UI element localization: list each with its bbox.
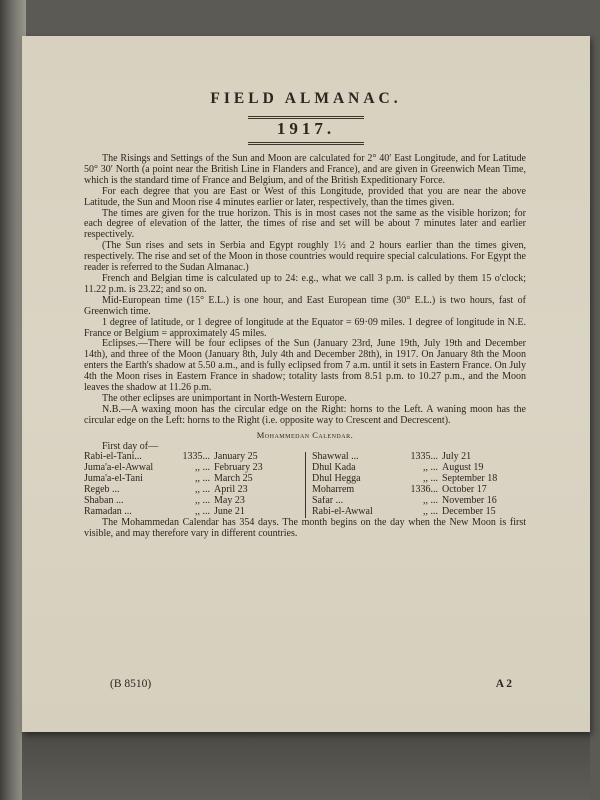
month-name: Regeb ... <box>84 485 120 496</box>
paragraph-degrees-miles: 1 degree of latitude, or 1 degree of longitude at the Equator = 69·09 miles. 1 degree of longitude in N.E. France or Belgium = approximately 45 miles. <box>84 316 526 339</box>
month-date: June 21 <box>214 506 245 517</box>
month-name: Rabi-el-Awwal <box>312 507 373 517</box>
paragraph-horizon: The times are given for the true horizon. This is in most cases not the same as the visible horizon; for each degree of elevation of the latter, the times of rise and set will be about 7 minutes later and earlier respectively. <box>84 207 526 241</box>
month-year: 1335... <box>410 451 438 463</box>
month-date: March 25 <box>214 473 253 485</box>
month-name: Shawwal ... <box>312 452 359 463</box>
month-name: Ramadan ... <box>84 507 132 517</box>
calendar-row <box>84 485 301 496</box>
month-name: Moharrem <box>312 485 355 496</box>
month-name: Safar ... <box>312 496 344 507</box>
month-year: ,, ... <box>195 495 210 507</box>
paragraph-serbia-egypt: (The Sun rises and sets in Serbia and Egypt roughly 1½ and 2 hours earlier than the times given, respectively. The rise and set of the Moon in those countries would require special calculations. For Egypt the reader is referred to the Sudan Almanac.) <box>84 240 526 274</box>
month-year: ,, ... <box>423 495 438 507</box>
month-year: ,, ... <box>423 473 438 485</box>
background-shadow <box>22 732 590 800</box>
month-year: ,, ... <box>195 484 210 496</box>
paragraph-eclipses: Eclipses.—There will be four eclipses of the Sun (January 23rd, June 19th, July 19th and December 14th), and three of the Moon (January 8th, July 4th and December 28th), in 1917. On January 8th the Moon enters the Earth's shadow at 5.50 a.m., and is fully eclipsed from 7 a.m. until it sets in Eastern France. On July 4th the Moon rises in Eastern France in shadow; totality lasts from 8.51 p.m. to 10.27 p.m., and the Moon leaves the shadow at 11.26 p.m. <box>84 338 526 394</box>
month-year: ,, ... <box>423 506 438 517</box>
calendar-row <box>312 452 522 463</box>
page-year: 1917. <box>276 119 336 138</box>
month-name: Rabi-el-Tani... <box>84 452 142 463</box>
rule-below-year <box>248 142 364 145</box>
month-year: ,, ... <box>195 506 210 517</box>
calendar-row <box>84 496 301 507</box>
paragraph-other-eclipses: The other eclipses are unimportant in North-Western Europe. <box>102 392 347 404</box>
paragraph-longitude: The Risings and Settings of the Sun and Moon are calculated for 2° 40′ East Longitude, and for Latitude 50° 30′ North (a point near the British Line in Flanders and France), and are given in Greenwich Mean Time, which is the standard time of France and Belgium, and of the British Expeditionary Force. <box>84 153 526 186</box>
month-date: January 25 <box>214 451 258 463</box>
paragraph-mid-european: Mid-European time (15° E.L.) is one hour, and East European time (30° E.L.) is two hours, fast of Greenwich time. <box>84 294 526 317</box>
month-date: September 18 <box>442 473 498 485</box>
month-year: 1335... <box>182 451 210 463</box>
month-year: ,, ... <box>195 462 210 474</box>
month-name: Juma'a-el-Tani <box>84 474 143 485</box>
month-year: 1336... <box>410 484 438 496</box>
month-date: August 19 <box>442 462 484 474</box>
month-date: May 23 <box>214 495 245 507</box>
calendar-row <box>84 463 301 474</box>
almanac-page <box>22 36 590 732</box>
month-date: December 15 <box>442 506 496 517</box>
calendar-heading: Mohammedan Calendar. <box>256 429 354 440</box>
calendar-right-column <box>305 452 526 517</box>
month-date: November 16 <box>442 495 497 507</box>
month-date: October 17 <box>442 484 487 496</box>
calendar-left-column <box>84 452 305 517</box>
month-name: Shaban ... <box>84 496 124 507</box>
calendar-row <box>84 474 301 485</box>
paragraph-degree-correction: For each degree that you are East or West of this Longitude, provided that you are near the above Latitude, the Sun and Moon rise 4 minutes earlier or later, respectively, than the times given. <box>84 185 526 208</box>
mohammedan-calendar-table <box>84 452 526 517</box>
month-date: July 21 <box>442 451 472 463</box>
paragraph-french-time: French and Belgian time is calculated up to 24: e.g., what we call 3 p.m. is called by them 15 o'clock; 11.22 p.m. is 23.22; and so on. <box>84 272 526 295</box>
month-name: Dhul Kada <box>312 463 356 474</box>
paragraph-moon-note: N.B.—A waxing moon has the circular edge on the Right: horns to the Left. A waning moon has the circular edge on the Left: horns to the Right (i.e. opposite way to Crescent and Decrescent). <box>84 403 526 426</box>
print-code: (B 8510) <box>110 678 152 690</box>
month-name: Dhul Hegga <box>312 474 361 485</box>
month-date: April 23 <box>214 484 248 496</box>
calendar-row <box>84 452 301 463</box>
month-date: February 23 <box>214 462 263 474</box>
page-title: FIELD ALMANAC. <box>210 90 402 107</box>
month-year: ,, ... <box>195 473 210 485</box>
signature-mark: A 2 <box>495 678 512 690</box>
month-name: Juma'a-el-Awwal <box>84 463 154 474</box>
paragraph-calendar-note: The Mohammedan Calendar has 354 days. The month begins on the day when the New Moon is first visible, and may therefore vary in different countries. <box>84 516 526 539</box>
almanac-text <box>84 154 526 540</box>
calendar-first-day: First day of— <box>102 440 159 452</box>
month-year: ,, ... <box>423 462 438 474</box>
